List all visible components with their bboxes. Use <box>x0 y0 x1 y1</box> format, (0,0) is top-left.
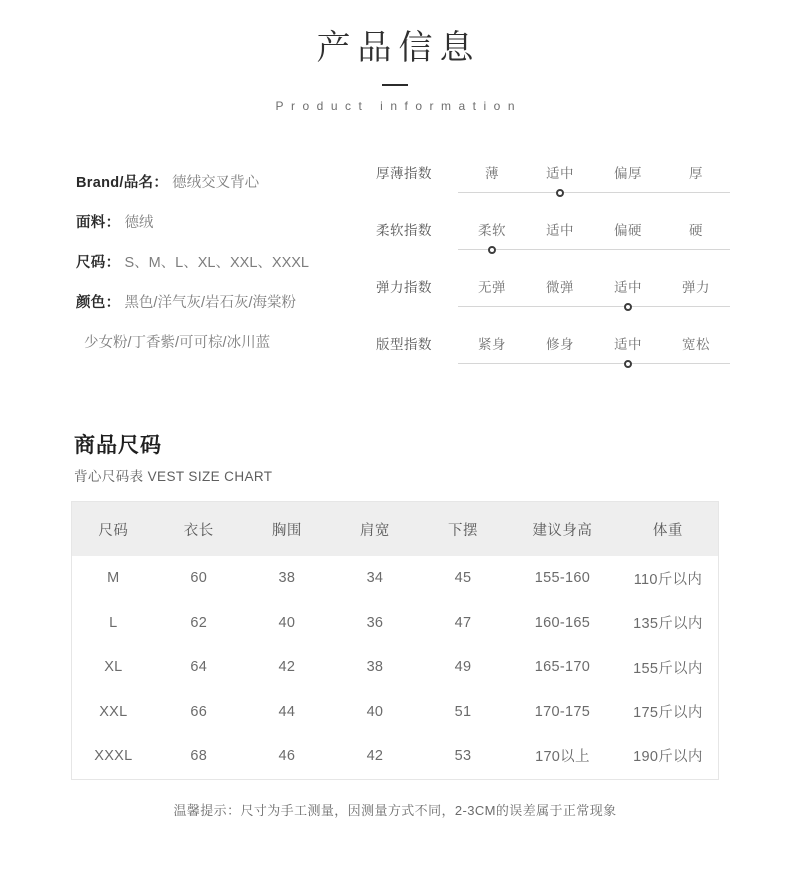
cell-bust: 46 <box>278 747 296 764</box>
cell-shoulder: 42 <box>366 747 384 764</box>
rating-scale-label: 版型指数 <box>376 337 432 352</box>
page-title: 产品信息 <box>316 29 481 67</box>
cell-weight: 110斤以内 <box>633 571 703 588</box>
cell-shoulder: 34 <box>366 570 384 587</box>
cell-bust: 42 <box>278 659 296 676</box>
rating-scale-label: 厚薄指数 <box>376 166 432 181</box>
rating-option[interactable]: 适中 <box>546 166 574 181</box>
size-chart-header <box>0 431 790 485</box>
rating-option[interactable]: 微弹 <box>546 280 574 295</box>
spec-value: 黑色/洋气灰/岩石灰/海棠粉 <box>124 295 297 311</box>
cell-size: XXL <box>99 703 128 720</box>
cell-hem: 47 <box>454 614 472 631</box>
column-header-weight: 体重 <box>618 502 718 556</box>
rating-option[interactable]: 宽松 <box>682 337 710 352</box>
cell-hem: 51 <box>454 703 472 720</box>
cell-length: 62 <box>190 614 208 631</box>
measurement-note: 温馨提示：尺寸为手工测量，因测量方式不同，2-3CM的误差属于正常现象 <box>173 802 617 818</box>
table-row <box>72 645 718 690</box>
cell-hem: 53 <box>454 747 472 764</box>
rating-scale-softness <box>376 220 730 277</box>
cell-length: 64 <box>190 659 208 676</box>
cell-size: XL <box>104 659 123 676</box>
spec-label: 颜色： <box>76 295 121 311</box>
rating-scale-track <box>458 334 730 374</box>
size-chart-table-wrapper <box>71 501 719 780</box>
spec-row-brand <box>76 163 376 203</box>
spec-value: S、M、L、XL、XXL、XXXL <box>124 255 309 271</box>
cell-weight: 155斤以内 <box>633 660 703 677</box>
column-header-height: 建议身高 <box>507 502 618 556</box>
rating-scale-marker <box>488 246 496 254</box>
page-header <box>0 0 790 113</box>
rating-option[interactable]: 适中 <box>614 280 642 295</box>
rating-scale-options <box>458 163 730 185</box>
table-row <box>72 556 718 601</box>
rating-option[interactable]: 修身 <box>546 337 574 352</box>
rating-scale-line <box>458 189 730 203</box>
column-header-hem: 下摆 <box>419 502 507 556</box>
column-header-length: 衣长 <box>155 502 243 556</box>
cell-height: 155-160 <box>534 570 591 587</box>
cell-shoulder: 40 <box>366 703 384 720</box>
spec-label: 尺码： <box>76 255 121 271</box>
cell-shoulder: 36 <box>366 614 384 631</box>
spec-list <box>76 159 376 391</box>
rating-scale-track <box>458 277 730 317</box>
cell-height: 170-175 <box>534 703 591 720</box>
cell-bust: 38 <box>278 570 296 587</box>
spec-row-fabric <box>76 203 376 243</box>
cell-hem: 45 <box>454 570 472 587</box>
rating-scale-fit <box>376 334 730 391</box>
rating-option[interactable]: 偏厚 <box>614 166 642 181</box>
column-header-size: 尺码 <box>72 502 155 556</box>
rating-option[interactable]: 适中 <box>546 223 574 238</box>
rating-option[interactable]: 偏硬 <box>614 223 642 238</box>
rating-scale-marker <box>556 189 564 197</box>
cell-hem: 49 <box>454 659 472 676</box>
rating-option[interactable]: 弹力 <box>682 280 710 295</box>
cell-height: 170以上 <box>535 749 590 766</box>
column-header-shoulder: 肩宽 <box>331 502 419 556</box>
cell-length: 60 <box>190 570 208 587</box>
spec-label: 面料： <box>76 215 121 231</box>
rating-scale-line <box>458 303 730 317</box>
cell-size: XXXL <box>94 747 133 764</box>
table-header-row <box>72 502 718 556</box>
rating-scale-marker <box>624 360 632 368</box>
spec-row-colors <box>76 283 376 323</box>
cell-length: 68 <box>190 747 208 764</box>
rating-option[interactable]: 无弹 <box>478 280 506 295</box>
cell-shoulder: 38 <box>366 659 384 676</box>
size-chart-body <box>72 556 718 779</box>
rating-scale-list <box>376 159 730 391</box>
rating-scale-elasticity <box>376 277 730 334</box>
size-chart-subtitle: 背心尺码表 VEST SIZE CHART <box>74 469 273 484</box>
rating-option[interactable]: 柔软 <box>478 223 506 238</box>
table-row <box>72 734 718 779</box>
rating-scale-track <box>458 220 730 260</box>
table-row <box>72 690 718 735</box>
cell-bust: 44 <box>278 703 296 720</box>
spec-row-colors-continued: 少女粉/丁香紫/可可棕/冰川蓝 <box>84 335 271 351</box>
rating-scale-label: 弹力指数 <box>376 280 432 295</box>
rating-scale-label: 柔软指数 <box>376 223 432 238</box>
page-subtitle: Product information <box>275 99 523 113</box>
rating-scale-thickness <box>376 163 730 220</box>
rating-scale-options <box>458 277 730 299</box>
cell-bust: 40 <box>278 614 296 631</box>
dash-divider-icon <box>382 84 408 86</box>
rating-scale-line <box>458 246 730 260</box>
product-info-section <box>0 159 790 391</box>
rating-option[interactable]: 适中 <box>614 337 642 352</box>
cell-weight: 190斤以内 <box>633 749 703 766</box>
rating-scale-options <box>458 334 730 356</box>
spec-label: Brand/品名： <box>76 175 169 191</box>
spec-row-sizes <box>76 243 376 283</box>
rating-option[interactable]: 紧身 <box>478 337 506 352</box>
size-chart-table <box>72 502 718 779</box>
rating-scale-marker <box>624 303 632 311</box>
cell-height: 160-165 <box>534 614 591 631</box>
cell-weight: 175斤以内 <box>633 705 703 722</box>
cell-height: 165-170 <box>534 659 591 676</box>
column-header-bust: 胸围 <box>243 502 331 556</box>
cell-size: L <box>109 614 118 631</box>
size-chart-title: 商品尺码 <box>74 434 162 457</box>
cell-length: 66 <box>190 703 208 720</box>
cell-weight: 135斤以内 <box>633 616 703 633</box>
rating-scale-options <box>458 220 730 242</box>
cell-size: M <box>107 570 120 587</box>
rating-option[interactable]: 厚 <box>689 166 703 181</box>
rating-scale-line <box>458 360 730 374</box>
rating-option[interactable]: 硬 <box>689 223 703 238</box>
spec-value: 德绒交叉背心 <box>172 175 260 191</box>
table-row <box>72 601 718 646</box>
spec-value: 德绒 <box>124 215 154 231</box>
rating-option[interactable]: 薄 <box>485 166 499 181</box>
rating-scale-track <box>458 163 730 203</box>
